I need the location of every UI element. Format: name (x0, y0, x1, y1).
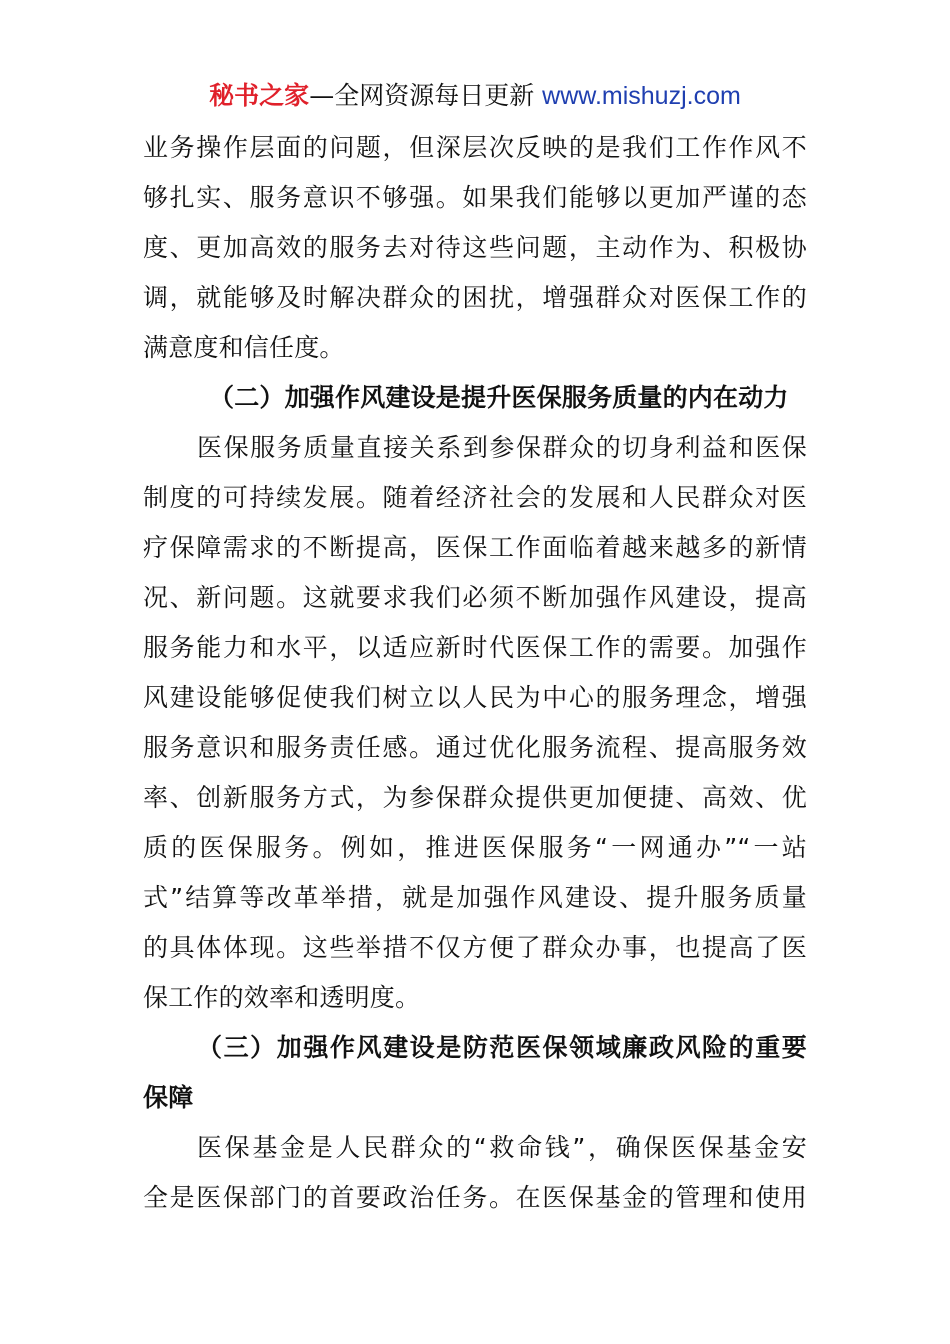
site-url-link[interactable]: www.mishuzj.com (542, 82, 741, 110)
text-line: 够扎实、服务意识不够强。如果我们能够以更加严谨的态 (143, 183, 807, 212)
text-line: 服务能力和水平，以适应新时代医保工作的需要。加强作 (143, 633, 807, 662)
text-line: 疗保障需求的不断提高，医保工作面临着越来越多的新情 (143, 533, 807, 562)
text-line: 度、更加高效的服务去对待这些问题，主动作为、积极协 (143, 233, 807, 262)
text-line: 满意度和信任度。 (143, 333, 345, 362)
text-line: 服务意识和服务责任感。通过优化服务流程、提高服务效 (143, 733, 807, 762)
site-brand: 秘书之家 (209, 81, 310, 110)
text-line: 医保基金是人民群众的“救命钱”，确保医保基金安 (197, 1133, 807, 1162)
text-line: 保工作的效率和透明度。 (143, 983, 421, 1012)
text-line: 质的医保服务。例如，推进医保服务“一网通办”“一站 (143, 833, 807, 862)
site-tagline: —全网资源每日更新 (309, 81, 535, 110)
text-line: 风建设能够促使我们树立以人民为中心的服务理念，增强 (143, 683, 807, 712)
section-heading-3: （三）加强作风建设是防范医保领域廉政风险的重要 (197, 1033, 807, 1062)
text-line: 率、创新服务方式，为参保群众提供更加便捷、高效、优 (143, 783, 807, 812)
section-heading-3-continued: 保障 (143, 1083, 194, 1112)
text-line: 况、新问题。这就要求我们必须不断加强作风建设，提高 (143, 583, 807, 612)
document-body (143, 123, 807, 1223)
section-heading-2: （二）加强作风建设是提升医保服务质量的内在动力 (209, 383, 789, 412)
text-line: 制度的可持续发展。随着经济社会的发展和人民群众对医 (143, 483, 807, 512)
text-line: 医保服务质量直接关系到参保群众的切身利益和医保 (197, 433, 807, 462)
text-line: 式”结算等改革举措，就是加强作风建设、提升服务质量 (143, 883, 807, 912)
text-line: 调，就能够及时解决群众的困扰，增强群众对医保工作的 (143, 283, 807, 312)
text-line: 的具体体现。这些举措不仅方便了群众办事，也提高了医 (143, 933, 807, 962)
site-header (0, 80, 950, 112)
text-line: 业务操作层面的问题，但深层次反映的是我们工作作风不 (143, 133, 807, 162)
text-line: 全是医保部门的首要政治任务。在医保基金的管理和使用 (143, 1183, 807, 1212)
